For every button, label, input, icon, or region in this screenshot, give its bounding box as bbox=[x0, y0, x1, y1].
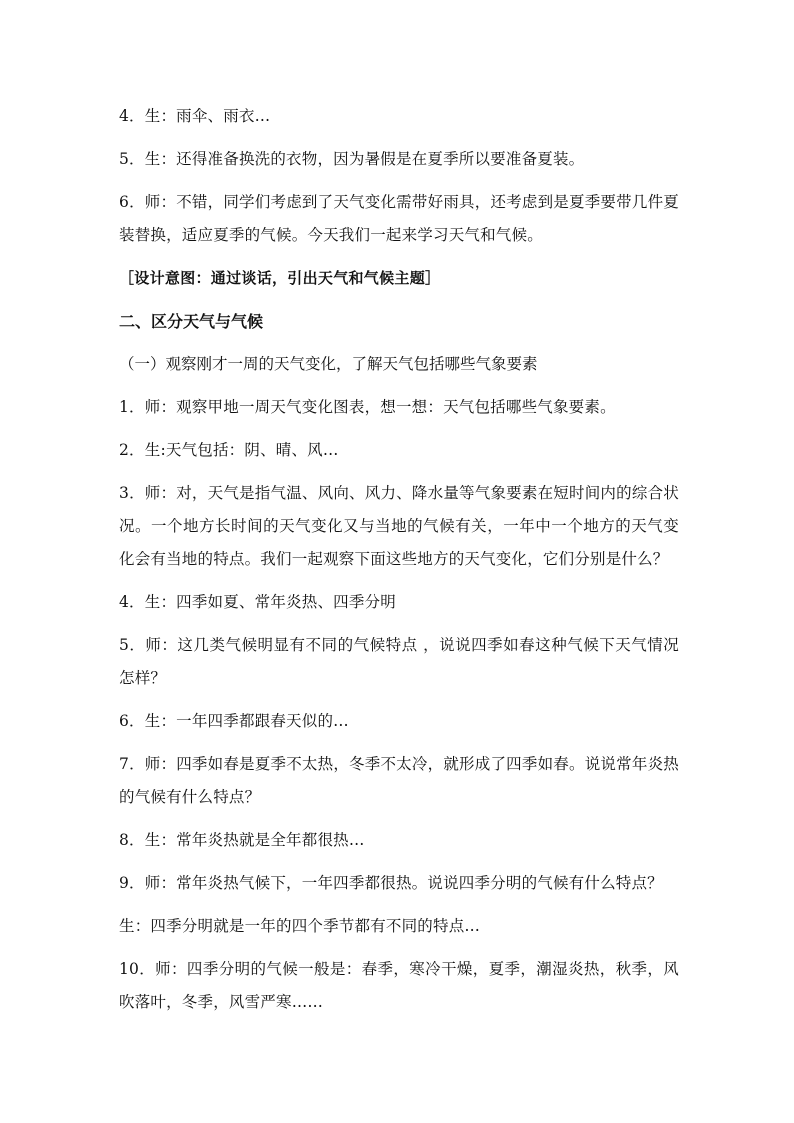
paragraph-teacher-10: 10．师：四季分明的气候一般是：春季，寒冷干燥，夏季，潮湿炎热，秋季，风吹落叶，冬季，风雪严寒…… bbox=[119, 960, 679, 1011]
paragraph-teacher-6: 6．师：不错，同学们考虑到了天气变化需带好雨具，还考虑到是夏季要带几件夏装替换，适应夏季的气候。今天我们一起来学习天气和气候。 bbox=[119, 193, 679, 244]
paragraph-teacher-5: 5．师：这几类气候明显有不同的气候特点 ，说说四季如春这种气候下天气情况怎样？ bbox=[119, 636, 679, 687]
paragraph-student-2: 2．生:天气包括：阴、晴、风… bbox=[119, 441, 339, 459]
paragraph-student-4: 4．生：雨伞、雨衣… bbox=[119, 107, 271, 125]
document-body bbox=[119, 100, 679, 1029]
design-intent-note: ［设计意图：通过谈话，引出天气和气候主题］ bbox=[119, 269, 441, 287]
paragraph-teacher-7: 7．师：四季如春是夏季不太热，冬季不太冷，就形成了四季如春。说说常年炎热的气候有什么特点？ bbox=[119, 755, 679, 806]
paragraph-teacher-9: 9．师：常年炎热气候下，一年四季都很热。说说四季分明的气候有什么特点？ bbox=[119, 874, 663, 892]
paragraph-student-4b: 4．生：四季如夏、常年炎热、四季分明 bbox=[119, 593, 396, 611]
section-heading: 二、区分天气与气候 bbox=[119, 312, 264, 331]
paragraph-student-6: 6．生：一年四季都跟春天似的… bbox=[119, 712, 349, 730]
subsection-heading: （一）观察刚才一周的天气变化，了解天气包括哪些气象要素 bbox=[119, 355, 538, 373]
paragraph-student-8: 8．生：常年炎热就是全年都很热… bbox=[119, 831, 365, 849]
paragraph-student-5: 5．生：还得准备换洗的衣物，因为暑假是在夏季所以要准备夏装。 bbox=[119, 150, 585, 168]
paragraph-teacher-3: 3．师：对，天气是指气温、风向、风力、降水量等气象要素在短时间内的综合状况。一个地方长时间的天气变化又与当地的气候有关，一年中一个地方的天气变化会有当地的特点。我们一起观察下面这些地方的天气变化，它们分别是什么？ bbox=[119, 484, 679, 568]
paragraph-teacher-1: 1．师：观察甲地一周天气变化图表，想一想：天气包括哪些气象要素。 bbox=[119, 398, 616, 416]
paragraph-student-unnumbered: 生：四季分明就是一年的四个季节都有不同的特点… bbox=[119, 917, 481, 935]
